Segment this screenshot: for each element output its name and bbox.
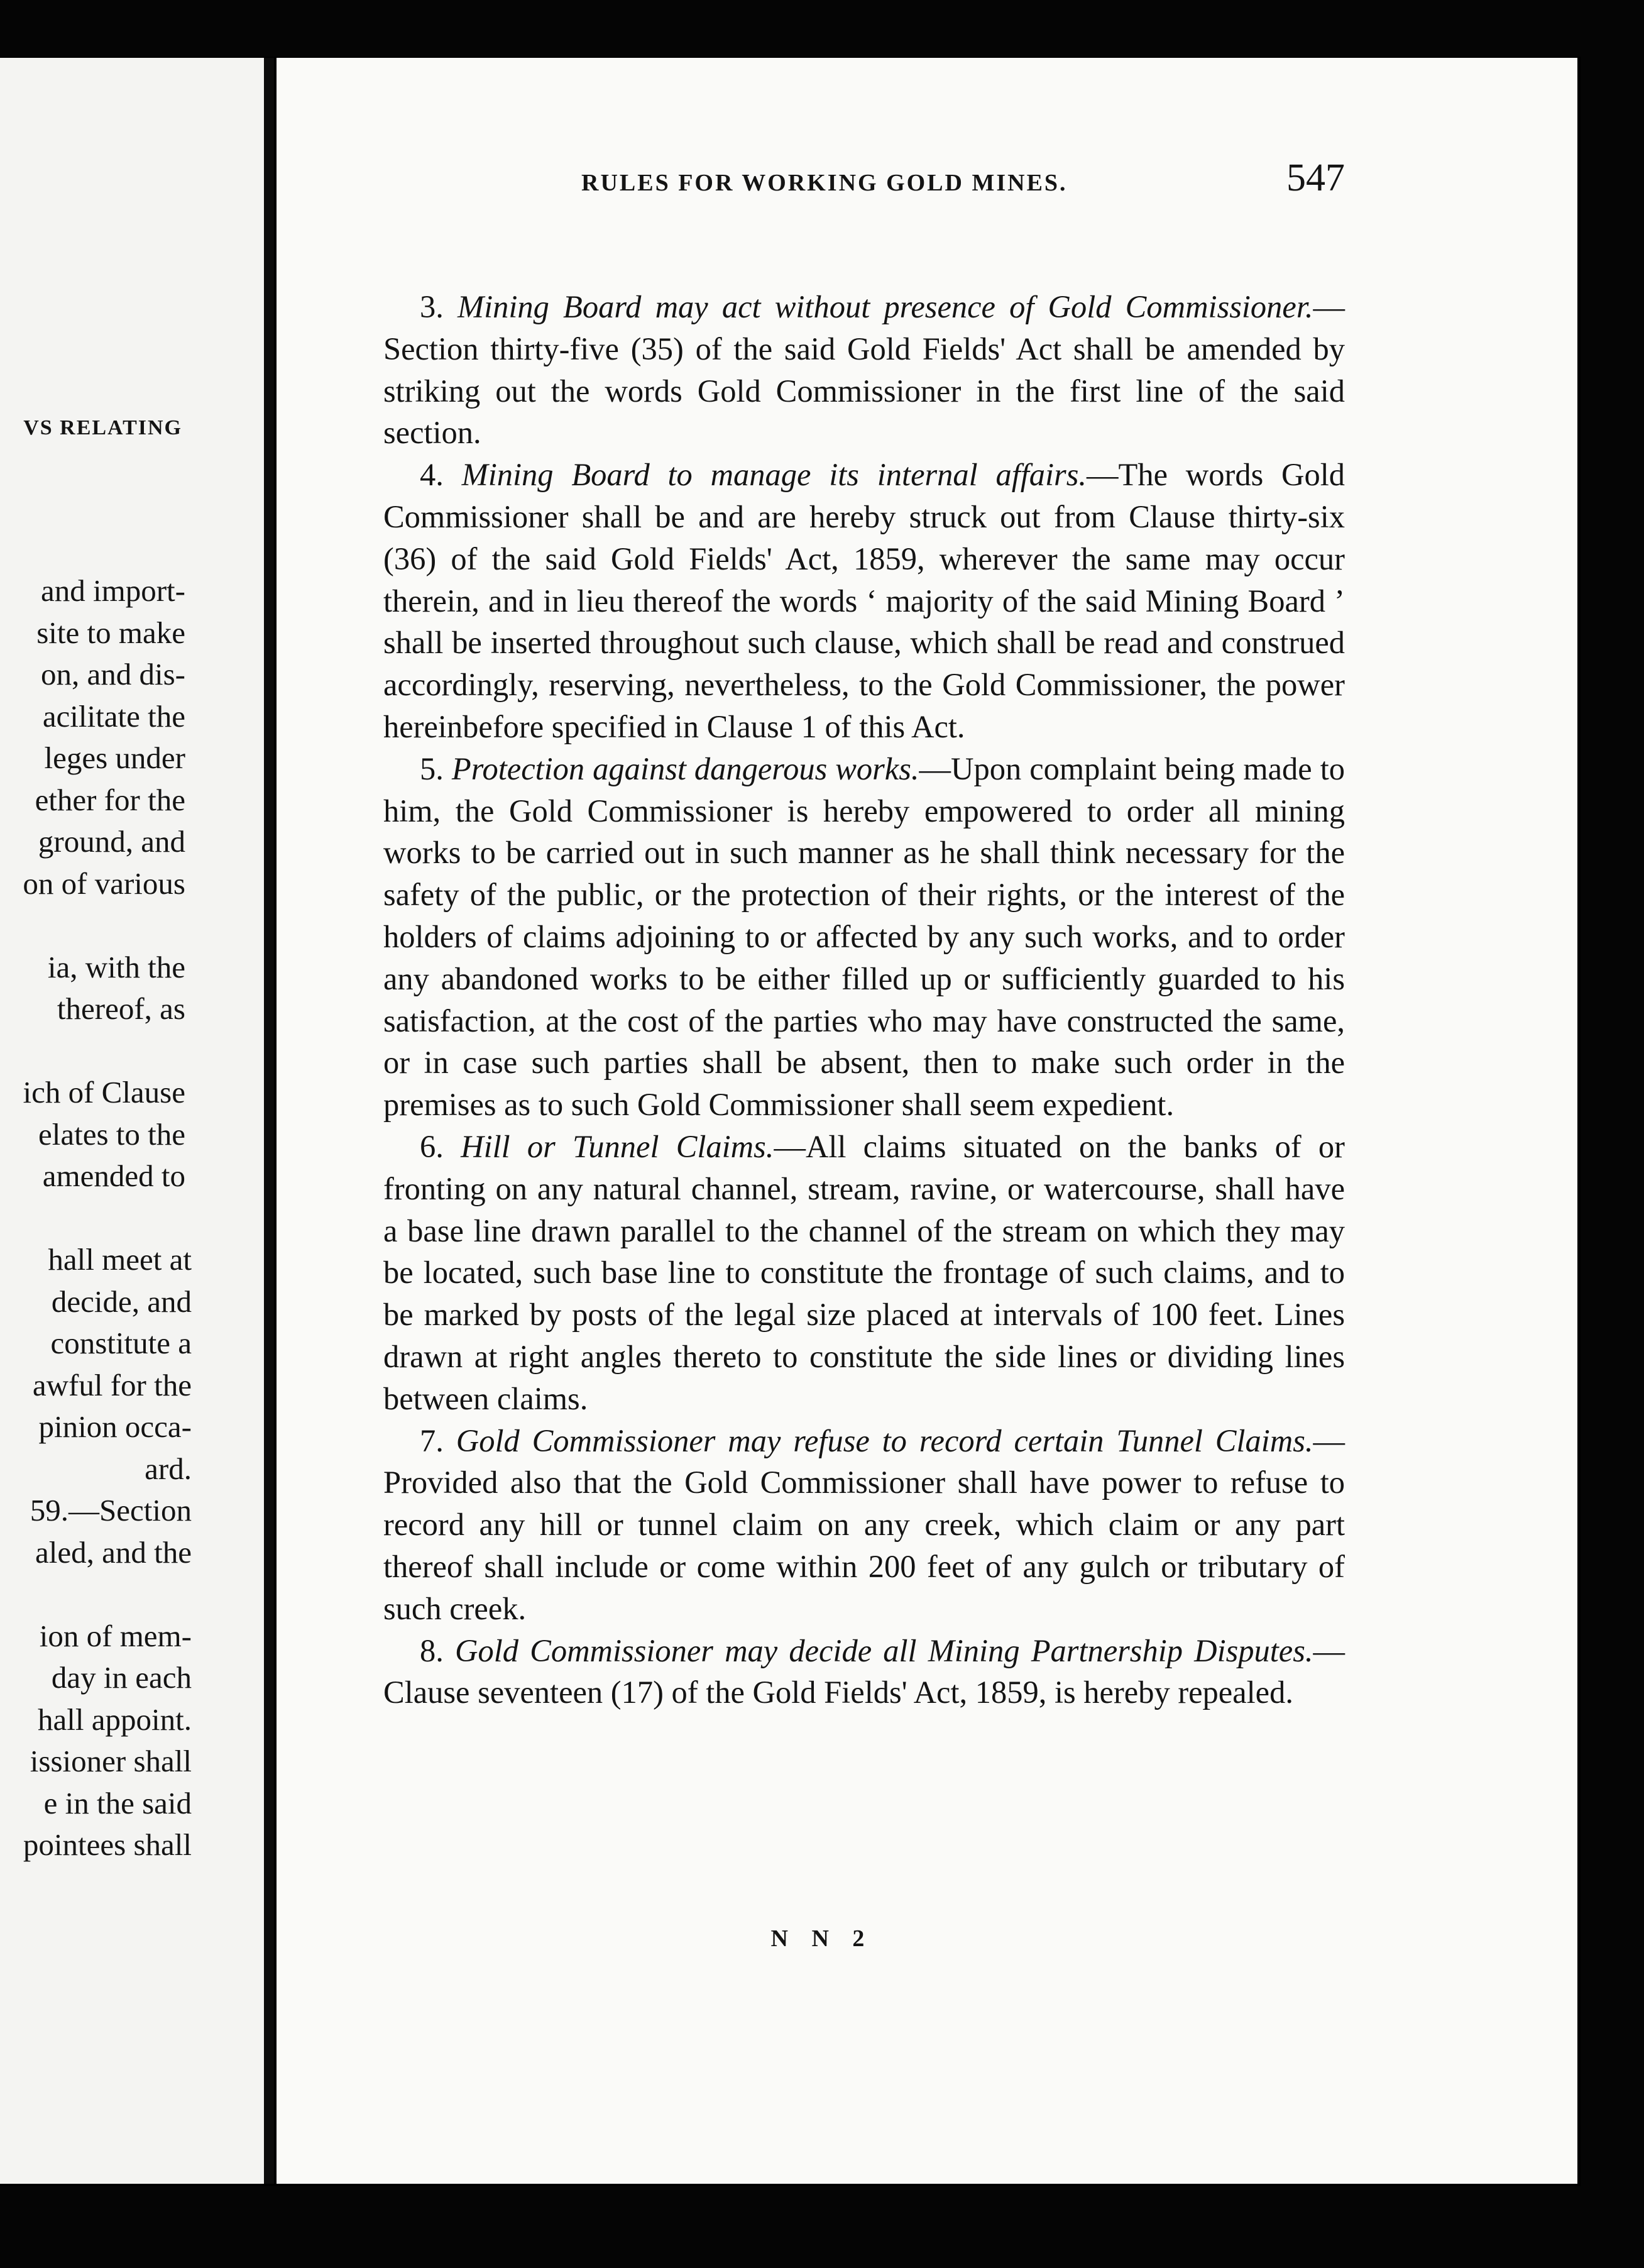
section-number: 3. xyxy=(420,289,444,324)
section-number: 6. xyxy=(420,1128,444,1164)
facing-page-line: pinion occa- xyxy=(38,1409,192,1444)
section-number: 4. xyxy=(420,457,444,493)
facing-page-line: ground, and xyxy=(38,824,185,859)
scan-border-top xyxy=(0,0,1644,57)
section-text: —Provided also that the Gold Commissioner shall have power to refuse to record any hill or tunnel claim on any creek, which claim or any part thereof shall include or come within 200 feet of any gulch or tributary of such creek. xyxy=(383,1423,1345,1626)
section-6 xyxy=(383,1126,1345,1420)
scan-border-bottom xyxy=(0,2186,1644,2268)
facing-page-line: ether for the xyxy=(35,782,185,817)
page-number: 547 xyxy=(1286,157,1345,199)
facing-page-line: awful for the xyxy=(32,1367,192,1402)
section-number: 5. xyxy=(420,751,444,786)
section-3 xyxy=(383,286,1345,454)
facing-page-line: acilitate the xyxy=(42,698,185,734)
section-text: —All claims situated on the banks of or fronting on any natural channel, stream, ravine, or watercourse, shall have a base line drawn parallel to the channel of the stream on which they may be located, such base line to constitute the frontage of such claims, and to be marked by posts of the legal size placed at intervals of 100 feet. Lines drawn at right angles thereto to constitute the side lines or dividing lines between claims. xyxy=(383,1128,1345,1416)
facing-page-line: ich of Clause xyxy=(23,1075,185,1109)
section-text: —Clause seventeen (17) of the Gold Fields' Act, 1859, is hereby repealed. xyxy=(383,1632,1345,1710)
section-heading: Protection against dangerous works. xyxy=(451,751,919,786)
section-heading: Mining Board to manage its internal affairs. xyxy=(461,457,1087,493)
section-7 xyxy=(383,1420,1345,1630)
section-heading: Mining Board may act without presence of Gold Commissioner. xyxy=(458,289,1313,324)
running-title: RULES FOR WORKING GOLD MINES. xyxy=(581,170,1068,196)
facing-page-line: amended to xyxy=(42,1159,185,1193)
section-number: 7. xyxy=(420,1423,444,1458)
facing-page-line: on of various xyxy=(23,866,185,901)
section-text: —Section thirty-five (35) of the said Gold Fields' Act shall be amended by striking out the words Gold Commissioner in the first line of the said section. xyxy=(383,289,1345,451)
facing-page-line: e in the said xyxy=(43,1785,192,1820)
body-text xyxy=(383,286,1345,1714)
facing-page-running-head: VS RELATING xyxy=(23,416,182,439)
running-head xyxy=(581,156,1345,206)
facing-page-line: day in each xyxy=(51,1660,192,1695)
section-4 xyxy=(383,454,1345,748)
facing-page-line: thereof, as xyxy=(57,991,185,1026)
facing-page-line: hall appoint. xyxy=(38,1702,192,1737)
section-5 xyxy=(383,748,1345,1126)
book-gutter xyxy=(264,58,274,2184)
section-heading: Gold Commissioner may refuse to record certain Tunnel Claims. xyxy=(456,1423,1313,1458)
facing-page-line: ia, with the xyxy=(47,949,185,984)
section-heading: Gold Commissioner may decide all Mining Partnership Disputes. xyxy=(455,1632,1313,1668)
facing-page-line: and import- xyxy=(41,573,185,608)
signature-mark: N N 2 xyxy=(770,1925,874,1952)
facing-page-line: aled, and the xyxy=(35,1534,192,1570)
facing-page-line: pointees shall xyxy=(23,1827,192,1862)
facing-page-line: hall meet at xyxy=(48,1242,192,1277)
facing-page-line: leges under xyxy=(44,740,185,775)
facing-page-line: 59.—Section xyxy=(30,1493,192,1528)
facing-page-line: issioner shall xyxy=(30,1744,192,1778)
facing-page-line: decide, and xyxy=(51,1284,192,1319)
section-number: 8. xyxy=(420,1632,444,1668)
facing-page-line: elates to the xyxy=(38,1116,185,1152)
facing-page-line: on, and dis- xyxy=(41,657,185,691)
section-text: —The words Gold Commissioner shall be and are hereby struck out from Clause thirty-six (36) of the said Gold Fields' Act, 1859, wherever the same may occur therein, and in lieu thereof the words ‘ majority of the said Mining Board ’ shall be inserted throughout such clause, which shall be read and construed accordingly, reserving, nevertheless, to the Gold Commissioner, the power hereinbefore specified in Clause 1 of this Act. xyxy=(383,457,1345,744)
facing-page-line: site to make xyxy=(36,615,185,650)
section-heading: Hill or Tunnel Claims. xyxy=(461,1128,774,1164)
facing-page xyxy=(0,58,264,2184)
section-8 xyxy=(383,1630,1345,1714)
section-text: —Upon complaint being made to him, the Gold Commissioner is hereby empowered to order all mining works to be carried out in such manner as he shall think necessary for the safety of the public, or the protection of their rights, or the interest of the holders of claims adjoining to or affected by any such works, and to order any abandoned works to be either filled up or sufficiently guarded to his satisfaction, at the cost of the parties who may have constructed the same, or in case such parties shall be absent, then to make such order in the premises as to such Gold Commissioner shall seem expedient. xyxy=(383,751,1345,1123)
facing-page-line: ard. xyxy=(145,1451,192,1486)
facing-page-line: constitute a xyxy=(50,1326,192,1360)
facing-page-line: ion of mem- xyxy=(39,1618,192,1653)
